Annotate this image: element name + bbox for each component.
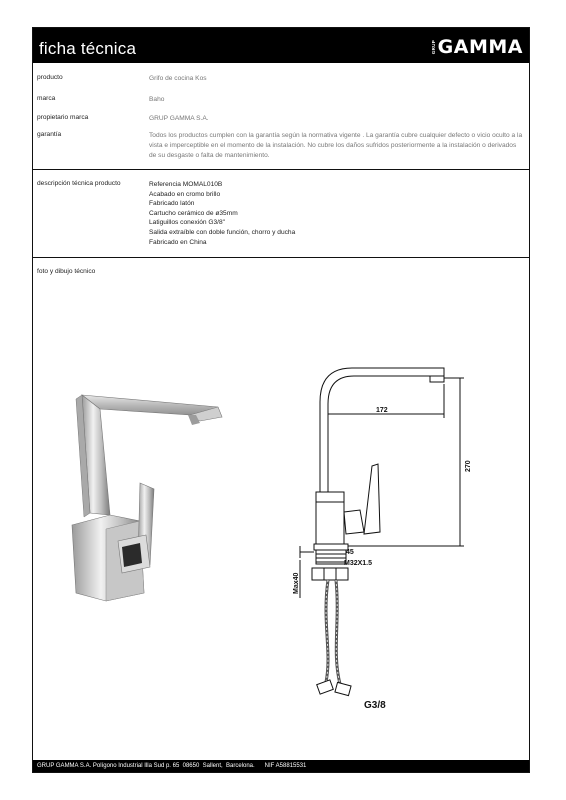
- label-foto: foto y dibujo técnico: [37, 268, 96, 275]
- label-descripcion: descripción técnica producto: [37, 180, 121, 187]
- header-bar: [33, 28, 529, 63]
- desc-line: Cartucho cerámico de ø35mm: [149, 209, 238, 217]
- gamma-logo: [431, 37, 523, 57]
- garantia-line: de su desgaste o falta de mantenimiento.: [149, 152, 270, 159]
- spout-outline: [320, 368, 444, 492]
- value-marca: Baho: [149, 96, 165, 103]
- page-title: ficha técnica: [39, 39, 137, 58]
- label-producto: producto: [37, 74, 63, 81]
- footer-bar: [33, 760, 529, 772]
- label-marca: marca: [37, 95, 56, 102]
- garantia-line: Todos los productos cumplen con la garantía según la normativa vigente . La garantía cubre cualquier defecto o vicio oculto a la: [149, 132, 523, 139]
- dim-270-label: 270: [465, 460, 472, 472]
- dim-max40-label: Max40: [293, 572, 300, 594]
- desc-line: Fabricado latón: [149, 200, 195, 208]
- label-garantia: garantía: [37, 131, 62, 138]
- label-propietario: propietario marca: [37, 114, 89, 121]
- value-propietario: GRUP GAMMA S.A.: [149, 115, 209, 122]
- divider: [33, 257, 529, 258]
- divider: [33, 169, 529, 170]
- value-garantia: [149, 131, 527, 161]
- dim-172-label: 172: [376, 407, 388, 414]
- desc-line: Referencia MOMAL010B: [149, 181, 223, 188]
- faucet-photo: [40, 365, 230, 605]
- value-descripcion: [149, 180, 527, 247]
- value-producto: Grifo de cocina Kos: [149, 75, 207, 82]
- spout-inner: [328, 376, 436, 492]
- logo-small-text: GRUP: [430, 39, 436, 55]
- desc-line: Latiguillos conexión G3/8": [149, 219, 226, 227]
- dim-thread-label: M32X1.5: [344, 560, 373, 567]
- dim-g38-label: G3/8: [364, 700, 386, 711]
- garantia-line: vista e imperceptible en el momento de la instalación. No cubre los daños sufridos posteriormente a la instalación o derivados: [149, 142, 517, 149]
- logo-main-text: GAMMA: [437, 36, 523, 58]
- technical-drawing: [260, 362, 480, 722]
- desc-line: Fabricado en China: [149, 238, 207, 246]
- dim-45-label: 45: [346, 549, 354, 556]
- desc-line: Salida extraíble con doble función, chorro y ducha: [149, 228, 296, 236]
- desc-line: Acabado en cromo brillo: [149, 190, 221, 198]
- footer-text: GRUP GAMMA S.A. Polígono Industrial Illa Sud p. 65 08650 Sallent, Barcelona. NIF A58815531: [37, 763, 307, 769]
